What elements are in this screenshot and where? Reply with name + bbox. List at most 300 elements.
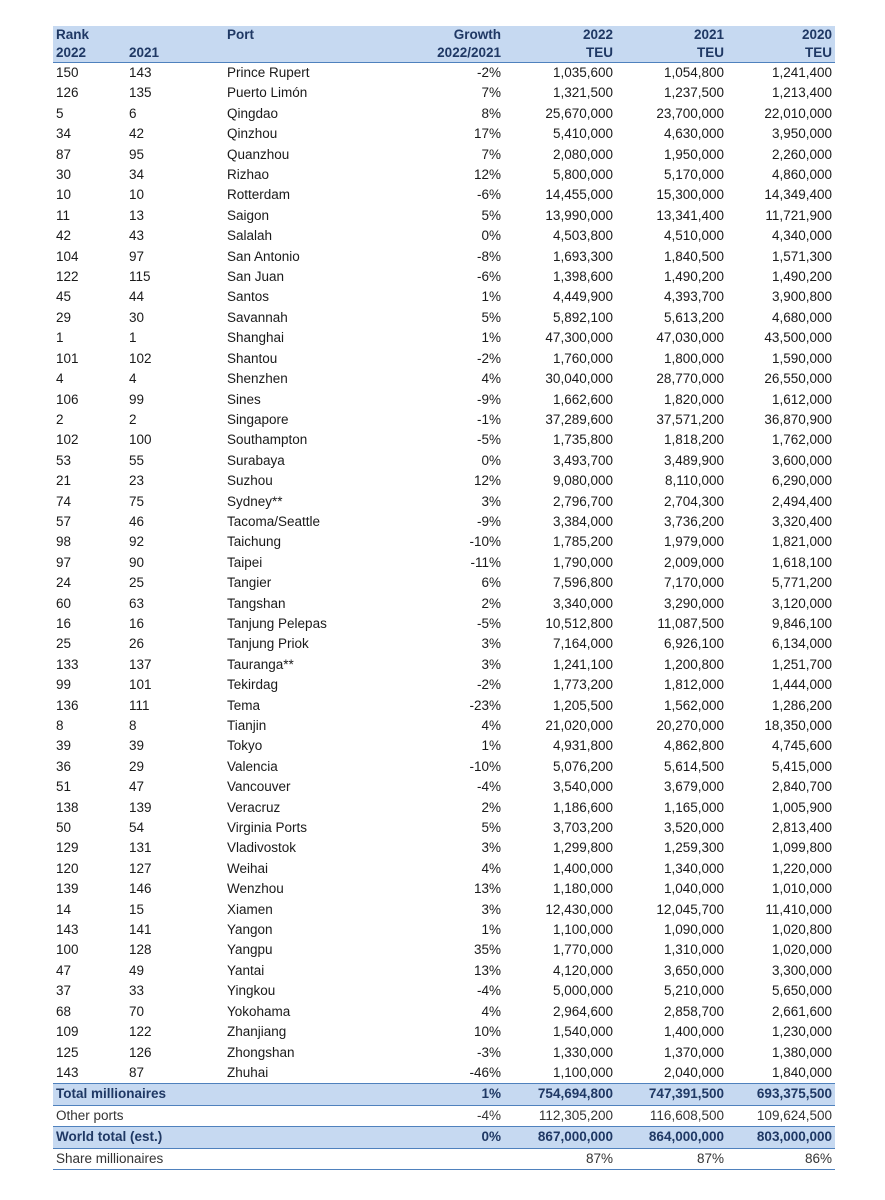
teu-2020-cell: 1,612,000 [771, 391, 832, 407]
other-ports-2021: 116,608,500 [649, 1107, 724, 1123]
header-2020: 2020 [727, 26, 835, 44]
teu-2020-cell: 1,490,200 [771, 269, 832, 285]
share-millionaires-2022: 87% [504, 1148, 616, 1169]
rank-2021-cell: 92 [129, 534, 145, 550]
port-name-cell: Suzhou [227, 473, 273, 489]
header-rank-2021: 2021 [126, 44, 224, 63]
teu-2022-cell: 5,410,000 [552, 126, 613, 142]
teu-2021-cell: 1,979,000 [663, 534, 724, 550]
port-name-cell: Qinzhou [227, 126, 278, 142]
port-name-cell: Taichung [227, 534, 282, 550]
teu-2021-cell: 3,520,000 [663, 820, 724, 836]
rank-2022-cell: 97 [56, 554, 72, 570]
rank-2022-cell: 143 [56, 922, 79, 938]
teu-2022-cell: 2,080,000 [552, 146, 613, 162]
rank-2022-cell: 30 [56, 167, 72, 183]
table-row [53, 981, 835, 1001]
port-name-cell: Tauranga** [227, 656, 294, 672]
port-name-cell: San Juan [227, 269, 285, 285]
teu-2020-cell: 2,661,600 [771, 1003, 832, 1019]
world-total-2020: 803,000,000 [727, 1127, 835, 1148]
rank-2021-cell: 2 [129, 411, 137, 427]
rank-2021-cell: 30 [129, 309, 145, 325]
teu-2022-cell: 3,384,000 [552, 513, 613, 529]
teu-2022-cell: 1,693,300 [552, 248, 613, 264]
table-row [53, 696, 835, 716]
table-row [53, 961, 835, 981]
table-row [53, 247, 835, 267]
rank-2022-cell: 101 [56, 350, 79, 366]
port-name-cell: Southampton [227, 432, 308, 448]
world-total-label: World total (est.) [53, 1127, 409, 1148]
table-row [53, 287, 835, 307]
port-name-cell: Tangshan [227, 595, 286, 611]
port-name-cell: Yokohama [227, 1003, 291, 1019]
table-row [53, 471, 835, 491]
port-name-cell: Santos [227, 289, 270, 305]
rank-2021-cell: 23 [129, 473, 145, 489]
teu-2020-cell: 4,340,000 [771, 228, 832, 244]
port-name-cell: Zhongshan [227, 1044, 295, 1060]
port-name-cell: Yangpu [227, 942, 273, 958]
teu-2021-cell: 4,630,000 [663, 126, 724, 142]
growth-cell: 5% [481, 820, 501, 836]
header-growth: Growth [409, 26, 504, 44]
teu-2022-cell: 3,703,200 [552, 820, 613, 836]
teu-2022-cell: 1,100,000 [552, 1064, 613, 1080]
teu-2020-cell: 1,213,400 [771, 85, 832, 101]
teu-2021-cell: 4,862,800 [663, 738, 724, 754]
teu-2021-cell: 23,700,000 [656, 105, 724, 121]
table-body [53, 63, 835, 1084]
share-millionaires-2020: 86% [727, 1148, 835, 1169]
rank-2021-cell: 97 [129, 248, 145, 264]
port-name-cell: San Antonio [227, 248, 300, 264]
teu-2021-cell: 2,040,000 [663, 1064, 724, 1080]
growth-cell: 7% [481, 85, 501, 101]
teu-2020-cell: 1,590,000 [771, 350, 832, 366]
share-millionaires-growth [409, 1148, 504, 1169]
table-row [53, 777, 835, 797]
rank-2022-cell: 136 [56, 697, 79, 713]
table-row [53, 655, 835, 675]
rank-2021-cell: 137 [129, 656, 152, 672]
rank-2022-cell: 14 [56, 901, 72, 917]
port-name-cell: Quanzhou [227, 146, 290, 162]
port-name-cell: Surabaya [227, 452, 285, 468]
rank-2021-cell: 127 [129, 860, 152, 876]
port-name-cell: Yingkou [227, 983, 276, 999]
port-name-cell: Qingdao [227, 105, 279, 121]
table-row [53, 328, 835, 348]
port-name-cell: Valencia [227, 758, 278, 774]
teu-2020-cell: 26,550,000 [764, 371, 832, 387]
table-row [53, 818, 835, 838]
teu-2022-cell: 5,892,100 [552, 309, 613, 325]
growth-cell: 4% [481, 371, 501, 387]
port-name-cell: Tacoma/Seattle [227, 513, 321, 529]
port-name-cell: Salalah [227, 228, 273, 244]
other-ports-label: Other ports [56, 1107, 124, 1123]
teu-2020-cell: 22,010,000 [764, 105, 832, 121]
growth-cell: 35% [473, 942, 501, 958]
table-row [53, 512, 835, 532]
rank-2022-cell: 36 [56, 758, 72, 774]
teu-2022-cell: 3,340,000 [552, 595, 613, 611]
teu-2021-cell: 7,170,000 [663, 575, 724, 591]
rank-2022-cell: 126 [56, 85, 79, 101]
table-row [53, 716, 835, 736]
rank-2022-cell: 98 [56, 534, 72, 550]
teu-2021-cell: 3,679,000 [663, 779, 724, 795]
teu-2020-cell: 6,290,000 [771, 473, 832, 489]
growth-cell: 3% [481, 901, 501, 917]
rank-2021-cell: 29 [129, 758, 145, 774]
teu-2021-cell: 12,045,700 [656, 901, 724, 917]
teu-2022-cell: 1,735,800 [552, 432, 613, 448]
teu-2021-cell: 6,926,100 [663, 636, 724, 652]
port-name-cell: Tokyo [227, 738, 263, 754]
growth-cell: 10% [473, 1024, 501, 1040]
rank-2022-cell: 133 [56, 656, 79, 672]
teu-2020-cell: 1,230,000 [771, 1024, 832, 1040]
table-row [53, 430, 835, 450]
teu-2020-cell: 1,220,000 [771, 860, 832, 876]
teu-2022-cell: 10,512,800 [545, 615, 613, 631]
growth-cell: 4% [481, 860, 501, 876]
teu-2022-cell: 1,760,000 [552, 350, 613, 366]
rank-2022-cell: 125 [56, 1044, 79, 1060]
rank-2021-cell: 95 [129, 146, 145, 162]
table-row [53, 532, 835, 552]
table-row [53, 206, 835, 226]
teu-2020-cell: 3,950,000 [771, 126, 832, 142]
growth-cell: -3% [476, 1044, 501, 1060]
teu-2022-cell: 9,080,000 [552, 473, 613, 489]
growth-cell: 8% [481, 105, 501, 121]
header-2021: 2021 [616, 26, 727, 44]
teu-2022-cell: 2,964,600 [552, 1003, 613, 1019]
growth-cell: -10% [469, 758, 501, 774]
rank-2021-cell: 43 [129, 228, 145, 244]
teu-2020-cell: 11,410,000 [765, 901, 832, 917]
growth-cell: 7% [481, 146, 501, 162]
growth-cell: -11% [470, 554, 501, 570]
teu-2021-cell: 1,090,000 [663, 922, 724, 938]
teu-2021-cell: 1,400,000 [663, 1024, 724, 1040]
teu-2021-cell: 1,818,200 [663, 432, 724, 448]
rank-2021-cell: 49 [129, 962, 145, 978]
teu-2022-cell: 1,186,600 [552, 799, 613, 815]
teu-2022-cell: 1,540,000 [552, 1024, 613, 1040]
rank-2022-cell: 106 [56, 391, 79, 407]
teu-2021-cell: 1,259,300 [663, 840, 724, 856]
rank-2021-cell: 141 [129, 922, 152, 938]
port-name-cell: Sines [227, 391, 261, 407]
rank-2021-cell: 135 [129, 85, 152, 101]
teu-2021-cell: 1,310,000 [663, 942, 724, 958]
port-name-cell: Vancouver [227, 779, 291, 795]
rank-2022-cell: 25 [56, 636, 72, 652]
rank-2022-cell: 2 [56, 411, 64, 427]
rank-2022-cell: 120 [56, 860, 79, 876]
teu-2022-cell: 13,990,000 [545, 207, 613, 223]
rank-2021-cell: 33 [129, 983, 145, 999]
rank-2022-cell: 39 [56, 738, 72, 754]
teu-2021-cell: 1,165,000 [663, 799, 724, 815]
teu-2020-cell: 18,350,000 [764, 718, 832, 733]
rank-2022-cell: 5 [56, 105, 64, 121]
table-row [53, 451, 835, 471]
teu-2022-cell: 1,398,600 [552, 269, 613, 285]
table-row [53, 185, 835, 205]
rank-2021-cell: 13 [129, 207, 145, 223]
table-row [53, 757, 835, 777]
growth-cell: 17% [473, 126, 501, 142]
teu-2022-cell: 4,449,900 [552, 289, 613, 305]
other-ports-2020: 109,624,500 [756, 1107, 832, 1123]
port-name-cell: Tema [227, 697, 261, 713]
rank-2022-cell: 68 [56, 1003, 72, 1019]
teu-2021-cell: 1,040,000 [663, 881, 724, 897]
teu-2021-cell: 1,340,000 [663, 860, 724, 876]
rank-2021-cell: 15 [129, 901, 145, 917]
port-name-cell: Shanghai [227, 330, 285, 346]
table-row [53, 145, 835, 165]
share-millionaires-label: Share millionaires [53, 1148, 409, 1169]
rank-2022-cell: 34 [56, 126, 72, 142]
port-name-cell: Tianjin [227, 718, 267, 733]
rank-2022-cell: 122 [56, 269, 79, 285]
world-total-2022: 867,000,000 [504, 1127, 616, 1148]
table-row [53, 1022, 835, 1042]
teu-2020-cell: 5,650,000 [771, 983, 832, 999]
rank-2022-cell: 57 [56, 513, 72, 529]
teu-2022-cell: 1,299,800 [552, 840, 613, 856]
table-row [53, 920, 835, 940]
teu-2021-cell: 4,393,700 [663, 289, 724, 305]
table-row [53, 124, 835, 144]
teu-2021-cell: 13,341,400 [656, 207, 724, 223]
port-name-cell: Tekirdag [227, 677, 279, 693]
table-row [53, 492, 835, 512]
header-teu-2021: TEU [616, 44, 727, 63]
rank-2021-cell: 10 [129, 187, 145, 203]
table-row [53, 573, 835, 593]
rank-2022-cell: 16 [56, 615, 72, 631]
growth-cell: -1% [476, 411, 501, 427]
growth-cell: 4% [481, 1003, 501, 1019]
table-row [53, 165, 835, 185]
teu-2020-cell: 1,005,900 [771, 799, 832, 815]
rank-2021-cell: 146 [129, 881, 152, 897]
teu-2022-cell: 21,020,000 [545, 718, 613, 733]
teu-2022-cell: 1,321,500 [552, 85, 613, 101]
rank-2021-cell: 63 [129, 595, 145, 611]
growth-cell: -2% [476, 350, 501, 366]
teu-2020-cell: 11,721,900 [765, 207, 832, 223]
table-row [53, 226, 835, 246]
rank-2021-cell: 16 [129, 615, 145, 631]
port-name-cell: Tangier [227, 575, 272, 591]
rank-2021-cell: 87 [129, 1064, 145, 1080]
teu-2020-cell: 1,286,200 [771, 697, 832, 713]
port-name-cell: Tanjung Priok [227, 636, 309, 652]
rank-2022-cell: 11 [56, 207, 71, 223]
teu-2022-cell: 2,796,700 [552, 493, 613, 509]
other-ports-growth: -4% [476, 1107, 501, 1123]
rank-2021-cell: 143 [129, 65, 152, 80]
port-name-cell: Yangon [227, 922, 273, 938]
table-row [53, 1002, 835, 1022]
teu-2020-cell: 14,349,400 [764, 187, 832, 203]
rank-2022-cell: 10 [56, 187, 72, 203]
rank-2021-cell: 34 [129, 167, 145, 183]
table-row [53, 553, 835, 573]
port-name-cell: Xiamen [227, 901, 273, 917]
table-row [53, 104, 835, 124]
teu-2020-cell: 1,821,000 [771, 534, 832, 550]
growth-cell: 1% [481, 922, 501, 938]
table-row [53, 675, 835, 695]
other-ports-2022: 112,305,200 [538, 1107, 613, 1123]
rank-2022-cell: 109 [56, 1024, 79, 1040]
teu-2020-cell: 3,300,000 [771, 962, 832, 978]
growth-cell: 13% [473, 881, 501, 897]
table-row [53, 634, 835, 654]
rank-2022-cell: 29 [56, 309, 72, 325]
teu-2022-cell: 1,662,600 [552, 391, 613, 407]
total-millionaires-2020: 693,375,500 [727, 1084, 835, 1105]
teu-2022-cell: 7,596,800 [552, 575, 613, 591]
table-row [53, 859, 835, 879]
teu-2021-cell: 11,087,500 [657, 615, 724, 631]
teu-2022-cell: 1,100,000 [552, 922, 613, 938]
teu-2020-cell: 1,762,000 [771, 432, 832, 448]
teu-2020-cell: 3,600,000 [771, 452, 832, 468]
world-total-2021: 864,000,000 [616, 1127, 727, 1148]
growth-cell: 0% [481, 452, 501, 468]
teu-2021-cell: 37,571,200 [656, 411, 724, 427]
teu-2020-cell: 2,813,400 [771, 820, 832, 836]
teu-2022-cell: 1,035,600 [552, 65, 613, 80]
table-row [53, 390, 835, 410]
teu-2022-cell: 4,503,800 [552, 228, 613, 244]
table-row [53, 614, 835, 634]
rank-2021-cell: 44 [129, 289, 145, 305]
growth-cell: 3% [481, 840, 501, 856]
growth-cell: 3% [481, 656, 501, 672]
teu-2020-cell: 2,494,400 [771, 493, 832, 509]
teu-2022-cell: 5,076,200 [552, 758, 613, 774]
total-millionaires-2021: 747,391,500 [616, 1084, 727, 1105]
table-footer [53, 1084, 835, 1170]
growth-cell: -4% [476, 983, 501, 999]
rank-2022-cell: 4 [56, 371, 64, 387]
total-millionaires-2022: 754,694,800 [504, 1084, 616, 1105]
growth-cell: 3% [481, 636, 501, 652]
rank-2021-cell: 131 [129, 840, 152, 856]
teu-2020-cell: 1,241,400 [771, 65, 832, 80]
growth-cell: -10% [469, 534, 501, 550]
teu-2022-cell: 1,241,100 [552, 656, 613, 672]
growth-cell: -5% [476, 432, 501, 448]
rank-2022-cell: 47 [56, 962, 72, 978]
teu-2022-cell: 12,430,000 [545, 901, 613, 917]
growth-cell: -6% [476, 187, 501, 203]
teu-2021-cell: 5,210,000 [663, 983, 724, 999]
teu-2021-cell: 15,300,000 [656, 187, 724, 203]
table-row [53, 63, 835, 84]
teu-2021-cell: 4,510,000 [663, 228, 724, 244]
rank-2021-cell: 128 [129, 942, 152, 958]
rank-2022-cell: 8 [56, 718, 64, 733]
port-name-cell: Shenzhen [227, 371, 288, 387]
teu-2022-cell: 7,164,000 [552, 636, 613, 652]
growth-cell: -8% [476, 248, 501, 264]
header-empty [126, 26, 224, 44]
rank-2021-cell: 102 [129, 350, 152, 366]
teu-2022-cell: 1,400,000 [552, 860, 613, 876]
other-ports-row [53, 1105, 835, 1126]
teu-2020-cell: 9,846,100 [771, 615, 832, 631]
rank-2021-cell: 122 [129, 1024, 152, 1040]
teu-2022-cell: 1,773,200 [552, 677, 613, 693]
teu-2020-cell: 5,771,200 [771, 575, 832, 591]
teu-2021-cell: 1,200,800 [663, 656, 724, 672]
teu-2020-cell: 2,260,000 [771, 146, 832, 162]
teu-2020-cell: 43,500,000 [764, 330, 832, 346]
growth-cell: -9% [476, 513, 501, 529]
table-row [53, 879, 835, 899]
teu-2020-cell: 3,900,800 [771, 289, 832, 305]
port-name-cell: Shantou [227, 350, 278, 366]
table-row [53, 1043, 835, 1063]
port-name-cell: Prince Rupert [227, 65, 310, 80]
table-row [53, 83, 835, 103]
teu-2020-cell: 1,099,800 [771, 840, 832, 856]
teu-2021-cell: 1,054,800 [663, 65, 724, 80]
rank-2021-cell: 25 [129, 575, 145, 591]
table-header [53, 26, 835, 63]
port-name-cell: Savannah [227, 309, 288, 325]
teu-2022-cell: 4,120,000 [552, 962, 613, 978]
rank-2021-cell: 4 [129, 371, 137, 387]
header-row-top [53, 26, 835, 44]
rank-2021-cell: 101 [129, 677, 152, 693]
growth-cell: 5% [481, 309, 501, 325]
teu-2020-cell: 4,745,600 [771, 738, 832, 754]
growth-cell: 5% [481, 207, 501, 223]
rank-2022-cell: 60 [56, 595, 72, 611]
teu-2022-cell: 1,785,200 [552, 534, 613, 550]
rank-2022-cell: 138 [56, 799, 79, 815]
teu-2020-cell: 36,870,900 [764, 411, 832, 427]
growth-cell: 12% [473, 473, 501, 489]
teu-2022-cell: 1,180,000 [552, 881, 613, 897]
share-millionaires-2021: 87% [616, 1148, 727, 1169]
teu-2022-cell: 14,455,000 [545, 187, 613, 203]
teu-2020-cell: 3,320,400 [771, 513, 832, 529]
rank-2022-cell: 51 [56, 779, 72, 795]
rank-2022-cell: 139 [56, 881, 79, 897]
table-row [53, 940, 835, 960]
rank-2021-cell: 100 [129, 432, 152, 448]
teu-2022-cell: 3,540,000 [552, 779, 613, 795]
port-name-cell: Vladivostok [227, 840, 297, 856]
rank-2021-cell: 47 [129, 779, 145, 795]
rank-2022-cell: 102 [56, 432, 79, 448]
